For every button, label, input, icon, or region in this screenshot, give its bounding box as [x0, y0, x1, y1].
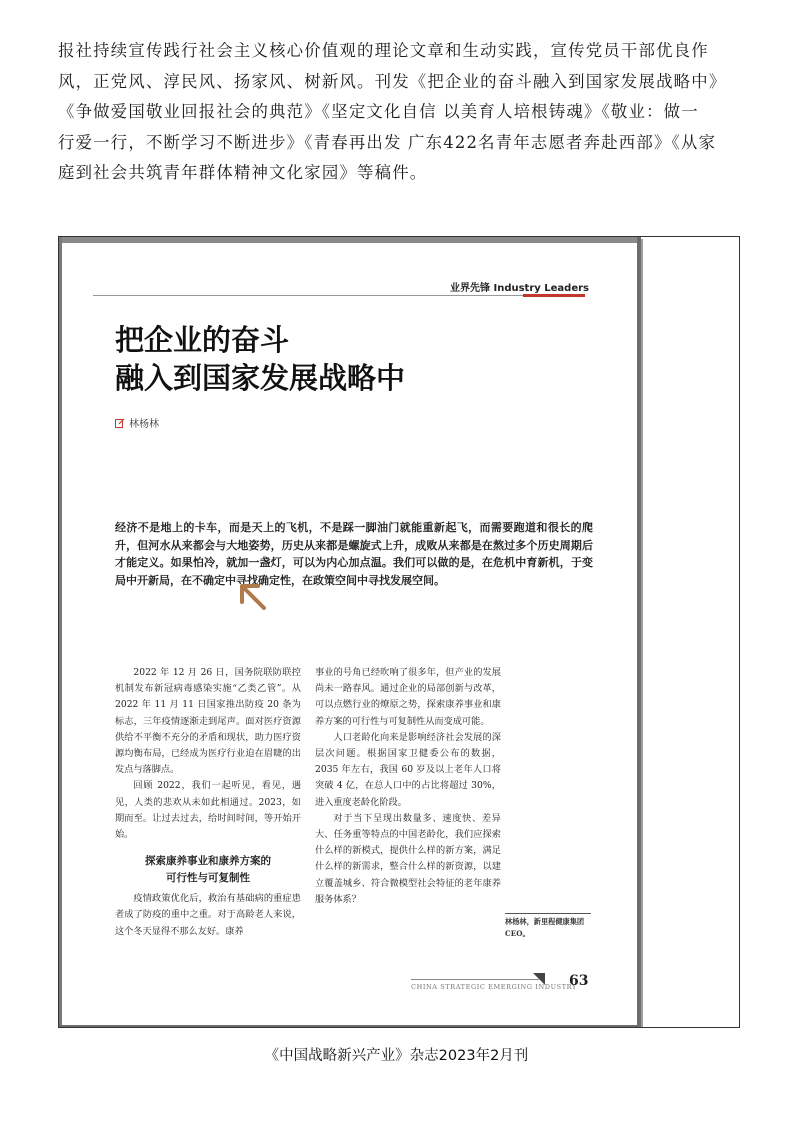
body-column-right — [315, 665, 501, 908]
body-paragraph: 2022 年 12 月 26 日，国务院联防联控机制发布新冠病毒感染实施“乙类乙管”。从 2022 年 11 月 11 日国家推出防疫 20 条为标志，三年疫情逐渐走到尾声。面对医疗资源供给不平衡不充分的矛盾和现状，助力医疗资源均衡布局，已经成为医疗行业迫在眉睫的出发点与落脚点。 — [115, 667, 301, 776]
intro-line: 风，正党风、淳民风、扬家风、树新风。刊发《把企业的奋斗融入到国家发展战略中》 — [58, 71, 727, 91]
lead-paragraph: 经济不是地上的卡车，而是天上的飞机，不是踩一脚油门就能重新起飞，而需要跑道和很长的爬升，但河水从来都会与大地姿势，历史从来都是螺旋式上升，成败从来都是在熬过多个历史周期后才能定义。如果怕冷，就加一盏灯，可以为内心加点温。我们可以做的是，在危机中育新机，于变局中开新局，在不确定中寻找确定性，在政策空间中寻找发展空间。 — [115, 521, 593, 587]
section-rule — [93, 295, 585, 296]
footer-magazine-name: CHINA STRATEGIC EMERGING INDUSTRY — [411, 983, 577, 991]
article-title-line: 融入到国家发展战略中 — [115, 361, 406, 395]
page-top-border — [59, 237, 637, 243]
body-column-left — [115, 665, 301, 940]
author-note: 林杨林，新里程健康集团 CEO。 — [505, 913, 591, 940]
intro-line: 庭到社会共筑青年群体精神文化家园》等稿件。 — [58, 163, 428, 182]
section-rule-accent — [523, 294, 585, 297]
section-tag: 业界先锋 Industry Leaders — [450, 283, 589, 294]
intro-paragraph — [58, 36, 738, 189]
intro-line: 报社持续宣传践行社会主义核心价值观的理论文章和生动实践，宣传党员干部优良作 — [58, 41, 709, 60]
arrow-icon — [236, 582, 270, 612]
pen-icon — [115, 418, 125, 428]
intro-line: 行爱一行，不断学习不断进步》《青春再出发 广东422名青年志愿者奔赴西部》《从家 — [58, 132, 717, 152]
body-paragraph: 对于当下呈现出数量多、速度快、差异大、任务重等特点的中国老龄化，我们应探索什么样的新模式，提供什么样的新方案，满足什么样的新需求，整合什么样的新资源，以建立覆盖城乡、符合微模型社会特征的老年康养服务体系？ — [315, 812, 501, 905]
image-caption: 《中国战略新兴产业》杂志2023年2月刊 — [264, 1048, 529, 1064]
subheading-line: 可行性与可复制性 — [166, 872, 250, 885]
section-subheading — [115, 853, 301, 887]
intro-line: 《争做爱国敬业回报社会的典范》《坚定文化自信 以美育人培根铸魂》《敬业：做一 — [58, 102, 699, 121]
body-paragraph: 事业的号角已经吹响了很多年，但产业的发展尚未一路春风。通过企业的局部创新与改革，可以点燃行业的燎原之势，探索康养事业和康养方案的可行性与可复制性从而变成可能。 — [315, 667, 501, 727]
author-byline — [115, 415, 159, 430]
body-paragraph: 疫情政策优化后，救治有基础病的重症患者成了防疫的重中之重。对于高龄老人来说，这个冬天显得不那么友好。康养 — [115, 893, 301, 937]
body-paragraph: 回顾 2022，我们一起听见，看见，遇见，人类的悲欢从未如此相通过。2023，如期而至。让过去过去，给时间时间，等开始开始。 — [115, 780, 301, 841]
page-left-border — [59, 237, 62, 1025]
article-title — [115, 321, 405, 397]
body-paragraph: 人口老龄化向来是影响经济社会发展的深层次问题。根据国家卫健委公布的数据，2035 年左右，我国 60 岁及以上老年人口将突破 4 亿，在总人口中的占比将超过 30%，进入重度老龄化阶段。 — [315, 731, 501, 808]
magazine-page — [59, 237, 641, 1028]
article-title-line: 把企业的奋斗 — [115, 323, 290, 357]
page-number: 63 — [569, 973, 589, 989]
subheading-line: 探索康养事业和康养方案的 — [145, 855, 271, 868]
footer-rule — [411, 979, 539, 980]
magazine-scan — [58, 236, 740, 1028]
author-name: 林杨林 — [129, 419, 159, 430]
